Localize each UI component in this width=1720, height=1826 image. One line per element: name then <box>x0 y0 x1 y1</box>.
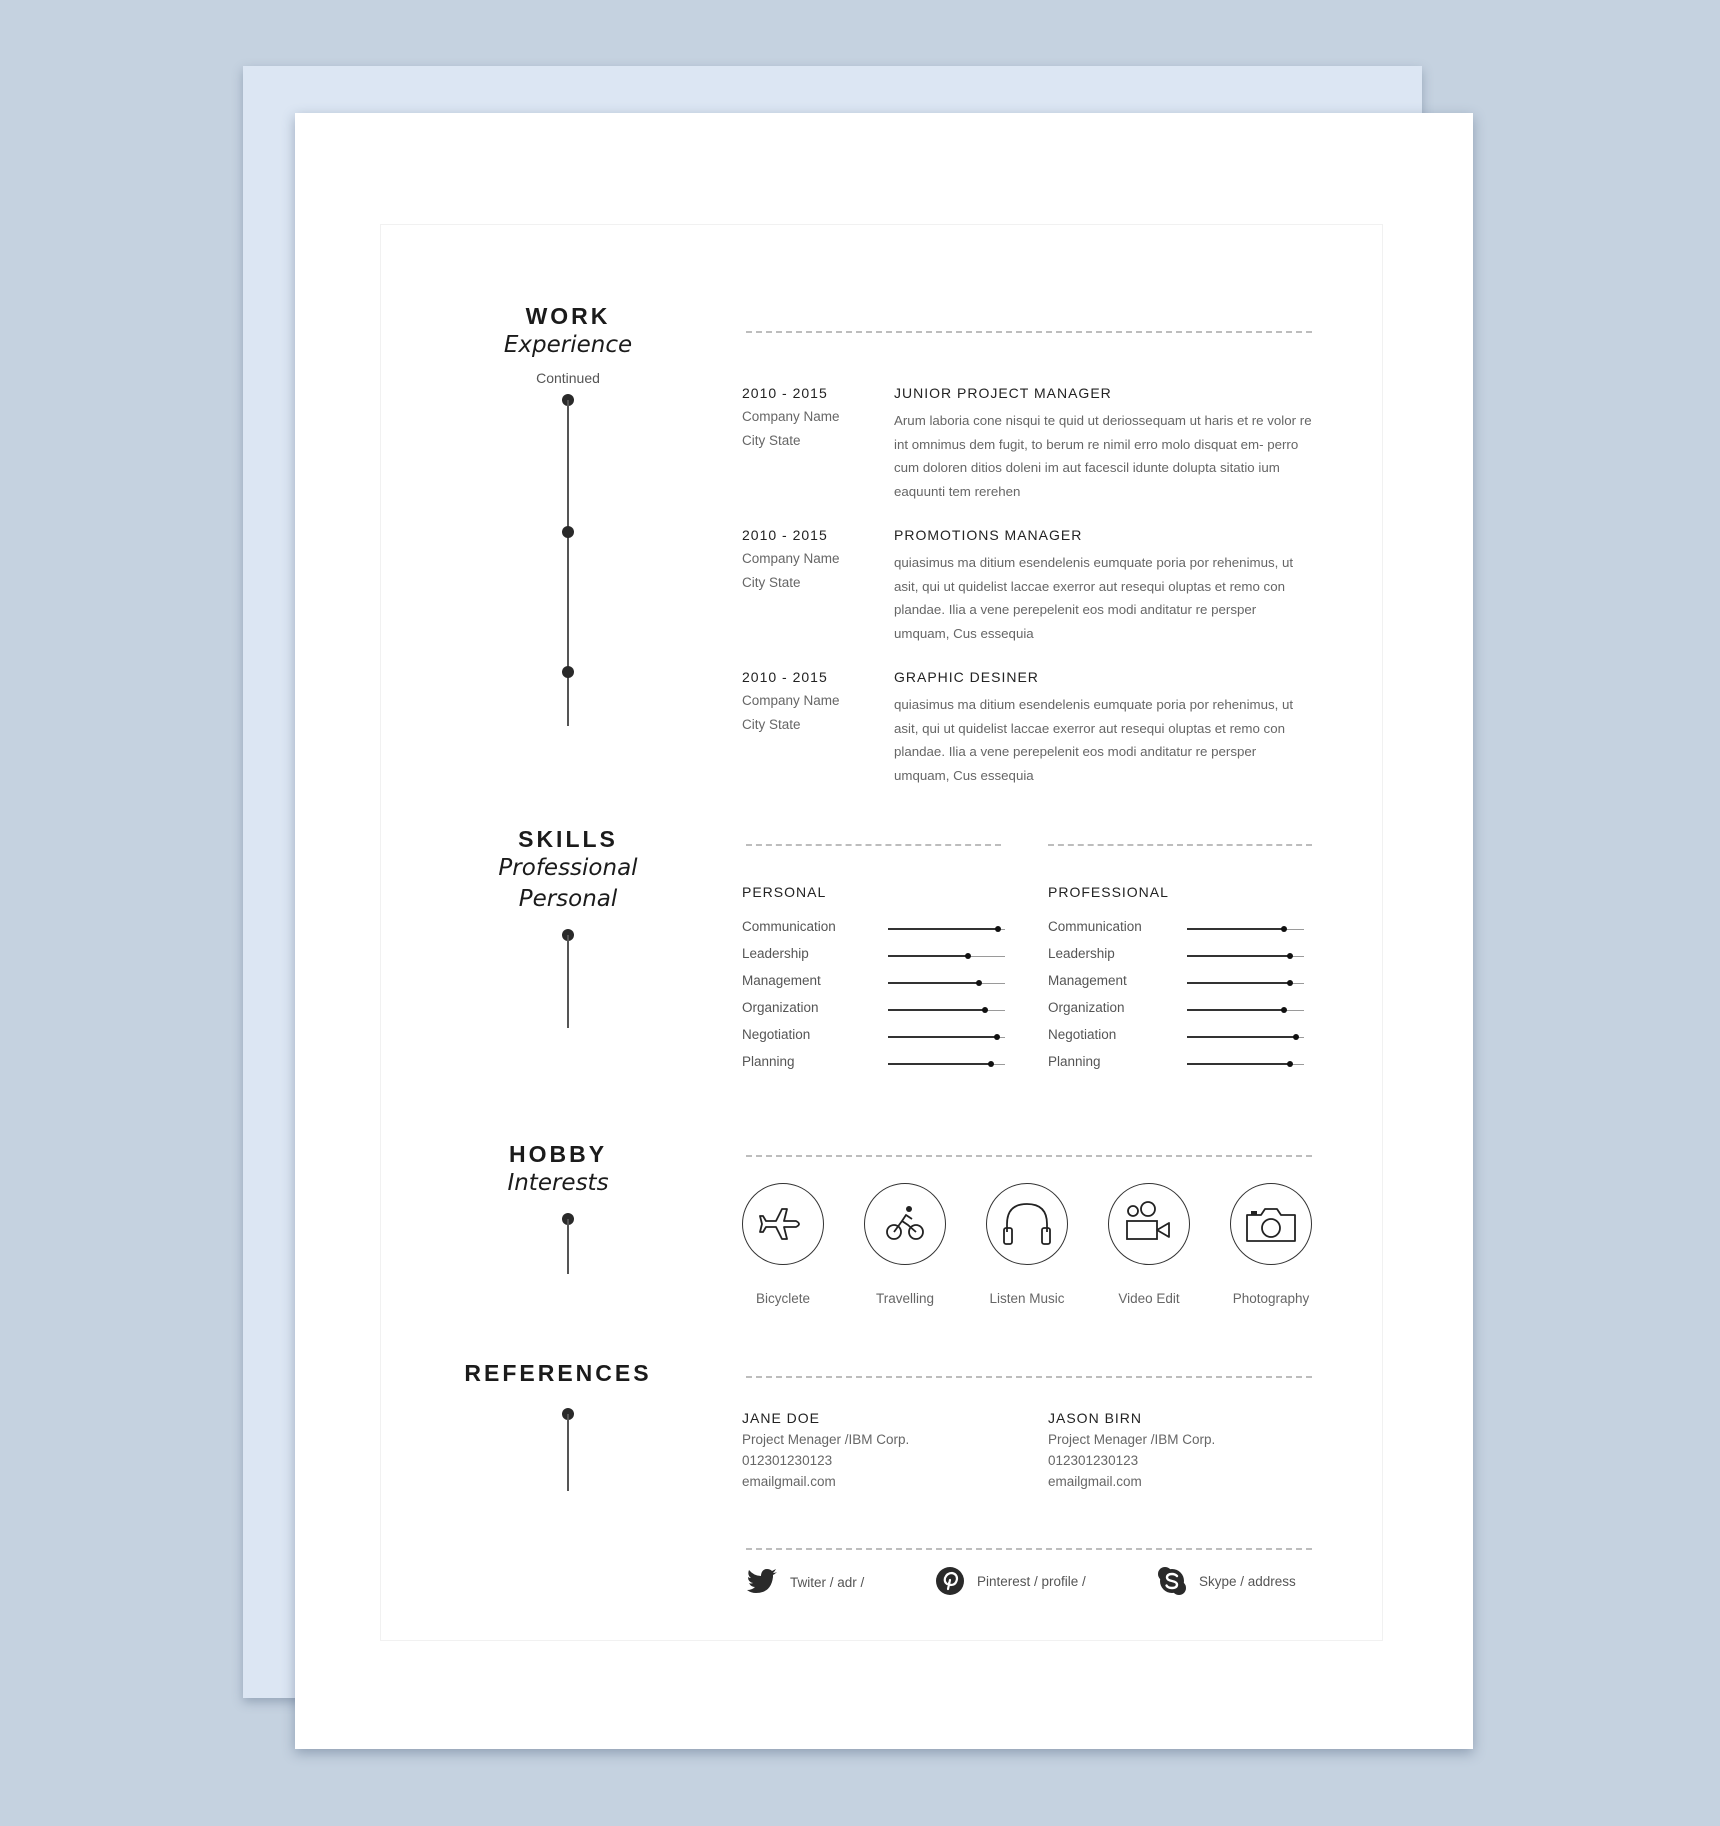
skill-label: Planning <box>742 1054 795 1069</box>
skill-row <box>1048 919 1304 939</box>
skill-slider-track <box>888 1010 1005 1011</box>
divider <box>746 1155 1312 1157</box>
hobby-label: Travelling <box>875 1291 935 1306</box>
job-title: JUNIOR PROJECT MANAGER <box>894 385 1112 401</box>
skill-row <box>1048 1000 1304 1020</box>
skill-slider-track <box>1187 983 1304 984</box>
reference-role: Project Menager /IBM Corp. <box>742 1432 910 1447</box>
video-camera-icon <box>1121 1199 1177 1249</box>
skill-slider-knob <box>1287 953 1293 959</box>
headphones-icon <box>999 1196 1055 1252</box>
job-years: 2010 - 2015 <box>742 669 828 685</box>
skill-label: Negotiation <box>1048 1027 1117 1042</box>
skill-label: Organization <box>742 1000 819 1015</box>
skill-slider-knob <box>965 953 971 959</box>
skill-slider-fill <box>888 1036 997 1038</box>
skill-slider-fill <box>888 928 998 930</box>
hobby-subtitle: Interests <box>507 1170 609 1196</box>
social-pinterest[interactable] <box>935 1566 1086 1596</box>
divider <box>1048 844 1312 846</box>
skill-slider-knob <box>988 1061 994 1067</box>
job-city: City State <box>742 433 801 448</box>
skill-slider-fill <box>888 955 968 957</box>
skill-slider-track <box>888 956 1005 957</box>
skill-slider-track <box>1187 1010 1304 1011</box>
job-description: quiasimus ma ditium esendelenis eumquate poria por rehenimus, ut asit, qui ut quidelist laccae exerror aut resequi oluptas et remo con plandae. Ilia a vene perepelenit eos modi anditatur re persper umquam, Cus essequia <box>894 555 1294 641</box>
professional-skills-heading: PROFESSIONAL <box>1048 884 1169 900</box>
skill-slider-fill <box>1187 928 1284 930</box>
work-note: Continued <box>536 370 600 386</box>
skill-slider-knob <box>1287 980 1293 986</box>
reference-role: Project Menager /IBM Corp. <box>1048 1432 1216 1447</box>
skill-slider-track <box>1187 929 1304 930</box>
skill-label: Communication <box>1048 919 1142 934</box>
skill-slider-knob <box>976 980 982 986</box>
skill-slider-knob <box>1281 926 1287 932</box>
social-twitter[interactable] <box>746 1568 864 1596</box>
hobby-icon-circle <box>1108 1183 1190 1265</box>
timeline-line <box>567 1414 569 1491</box>
skill-slider-fill <box>1187 1063 1290 1065</box>
skill-slider-fill <box>888 1009 985 1011</box>
skill-slider-knob <box>995 926 1001 932</box>
hobby-item <box>840 1183 970 1306</box>
skill-slider-fill <box>1187 1009 1284 1011</box>
resume-page <box>295 113 1473 1749</box>
reference-card <box>1048 1410 1348 1489</box>
bicycle-icon <box>880 1199 930 1249</box>
skill-label: Leadership <box>1048 946 1115 961</box>
skill-slider-track <box>888 929 1005 930</box>
skill-slider-fill <box>1187 982 1290 984</box>
timeline-dot <box>562 666 574 678</box>
skills-title: SKILLS <box>518 826 618 852</box>
job-title: PROMOTIONS MANAGER <box>894 527 1083 543</box>
hobby-item <box>718 1183 848 1306</box>
skill-row <box>1048 1054 1304 1074</box>
hobby-label: Bicyclete <box>755 1291 811 1306</box>
skill-slider-track <box>888 1064 1005 1065</box>
timeline-dot <box>562 526 574 538</box>
skill-label: Management <box>742 973 821 988</box>
hobby-label: Listen Music <box>989 1291 1065 1306</box>
skill-row <box>1048 973 1304 993</box>
social-skype-text: Skype / address <box>1199 1573 1296 1589</box>
skill-slider-fill <box>888 1063 991 1065</box>
skills-subtitle-2: Personal <box>518 886 618 912</box>
timeline-line <box>567 935 569 1028</box>
hobby-item <box>962 1183 1092 1306</box>
pinterest-icon <box>935 1566 965 1596</box>
work-subtitle: Experience <box>503 332 633 358</box>
skill-label: Management <box>1048 973 1127 988</box>
skill-label: Planning <box>1048 1054 1101 1069</box>
divider <box>746 1376 1312 1378</box>
job-description: Arum laboria cone nisqui te quid ut deriossequam ut haris et re volor re int omnimus dem fugit, to berum re nimil erro molo disquat em- perro cum doloren ditios doleni im aut facescil idunte dolupta sitatio ium eaquunti tem rerehen <box>894 413 1312 499</box>
references-title: REFERENCES <box>464 1360 652 1386</box>
skill-label: Leadership <box>742 946 809 961</box>
reference-name: JASON BIRN <box>1048 1410 1143 1426</box>
job-years: 2010 - 2015 <box>742 527 828 543</box>
timeline-line <box>567 1219 569 1274</box>
reference-phone: 012301230123 <box>1048 1453 1139 1468</box>
reference-phone: 012301230123 <box>742 1453 833 1468</box>
airplane-icon <box>758 1199 808 1249</box>
hobby-icon-circle <box>864 1183 946 1265</box>
job-city: City State <box>742 717 801 732</box>
skill-label: Organization <box>1048 1000 1125 1015</box>
divider <box>746 331 1312 333</box>
job-city: City State <box>742 575 801 590</box>
social-pinterest-text: Pinterest / profile / <box>977 1573 1086 1589</box>
skill-slider-track <box>1187 1064 1304 1065</box>
personal-skills-heading: PERSONAL <box>742 884 827 900</box>
skill-slider-fill <box>1187 955 1290 957</box>
skill-row <box>742 946 1005 966</box>
hobby-item <box>1084 1183 1214 1306</box>
skill-slider-knob <box>1293 1034 1299 1040</box>
skill-label: Negotiation <box>742 1027 811 1042</box>
hobby-label: Video Edit <box>1118 1291 1180 1306</box>
skill-row <box>742 1027 1005 1047</box>
skill-row <box>742 1054 1005 1074</box>
twitter-icon <box>746 1568 778 1596</box>
social-skype[interactable] <box>1157 1566 1296 1596</box>
hobby-item <box>1206 1183 1336 1306</box>
job-description: quiasimus ma ditium esendelenis eumquate poria por rehenimus, ut asit, qui ut quidelist laccae exerror aut resequi oluptas et remo con plandae. Ilia a vene perepelenit eos modi anditatur re persper umquam, Cus essequia <box>894 697 1294 783</box>
skill-row <box>1048 946 1304 966</box>
skill-slider-knob <box>982 1007 988 1013</box>
skill-row <box>742 1000 1005 1020</box>
skill-row <box>742 973 1005 993</box>
divider <box>746 1548 1312 1550</box>
job-company: Company Name <box>742 551 840 566</box>
job-title: GRAPHIC DESINER <box>894 669 1039 685</box>
skill-row <box>742 919 1005 939</box>
skill-slider-track <box>888 1037 1005 1038</box>
skill-label: Communication <box>742 919 836 934</box>
hobby-icon-circle <box>1230 1183 1312 1265</box>
skill-row <box>1048 1027 1304 1047</box>
skill-slider-track <box>1187 1037 1304 1038</box>
hobby-title: HOBBY <box>508 1141 608 1167</box>
social-twitter-text: Twiter / adr / <box>790 1574 865 1590</box>
reference-email: emailgmail.com <box>1048 1474 1142 1489</box>
skill-slider-knob <box>1287 1061 1293 1067</box>
skill-slider-track <box>1187 956 1304 957</box>
reference-card <box>742 1410 1042 1489</box>
job-years: 2010 - 2015 <box>742 385 828 401</box>
photo-camera-icon <box>1243 1199 1299 1249</box>
job-company: Company Name <box>742 409 840 424</box>
skill-slider-track <box>888 983 1005 984</box>
job-company: Company Name <box>742 693 840 708</box>
skill-slider-knob <box>1281 1007 1287 1013</box>
hobby-icon-circle <box>742 1183 824 1265</box>
reference-email: emailgmail.com <box>742 1474 836 1489</box>
skill-slider-knob <box>994 1034 1000 1040</box>
skills-subtitle-1: Professional <box>498 855 638 881</box>
divider <box>746 844 1001 846</box>
hobby-label: Photography <box>1232 1291 1310 1306</box>
skype-icon <box>1157 1566 1187 1596</box>
work-title: WORK <box>525 303 611 329</box>
reference-name: JANE DOE <box>742 1410 821 1426</box>
hobby-icon-circle <box>986 1183 1068 1265</box>
skill-slider-fill <box>1187 1036 1296 1038</box>
skill-slider-fill <box>888 982 979 984</box>
